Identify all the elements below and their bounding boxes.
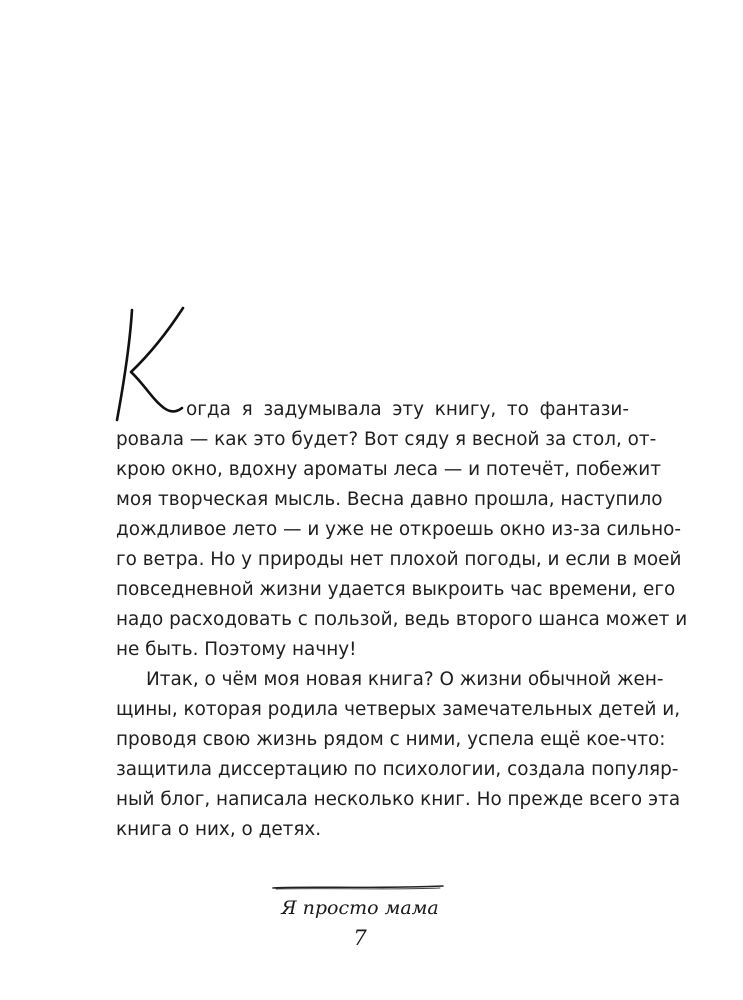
text-line: дождливое лето — и уже не откроешь окно из-за сильно- xyxy=(116,519,682,540)
text-line: не быть. Поэтому начну! xyxy=(116,639,357,660)
text-line: защитила диссертацию по психологии, создала популяр- xyxy=(116,759,679,780)
footer-rule xyxy=(272,884,444,892)
text-line: проводя свою жизнь рядом с ними, успела ещё кое-что: xyxy=(116,729,666,750)
text-line: крою окно, вдохну ароматы леса — и потечёт, побежит xyxy=(116,459,661,480)
page-number: 7 xyxy=(353,926,367,950)
text-line: повседневной жизни удается выкроить час времени, его xyxy=(116,579,676,600)
text-line: Итак, о чём моя новая книга? О жизни обычной жен- xyxy=(146,669,664,690)
drop-cap-text: К xyxy=(108,302,109,303)
text-line: ный блог, написала несколько книг. Но прежде всего эта xyxy=(116,789,681,810)
running-title: Я просто мама xyxy=(281,897,439,919)
text-line: щины, которая родила четверых замечательных детей и, xyxy=(116,699,681,720)
text-line: ровала — как это будет? Вот сяду я весной за стол, от- xyxy=(116,429,657,450)
text-line: го ветра. Но у природы нет плохой погоды, и если в моей xyxy=(116,549,682,570)
text-line: огда я задумывала эту книгу, то фантази- xyxy=(186,399,629,420)
text-line: моя творческая мысль. Весна давно прошла, наступило xyxy=(116,489,663,510)
drop-cap-letter xyxy=(108,302,188,426)
text-line: книга о них, о детях. xyxy=(116,819,322,840)
text-line: надо расходовать с пользой, ведь второго шанса может и xyxy=(116,609,688,630)
